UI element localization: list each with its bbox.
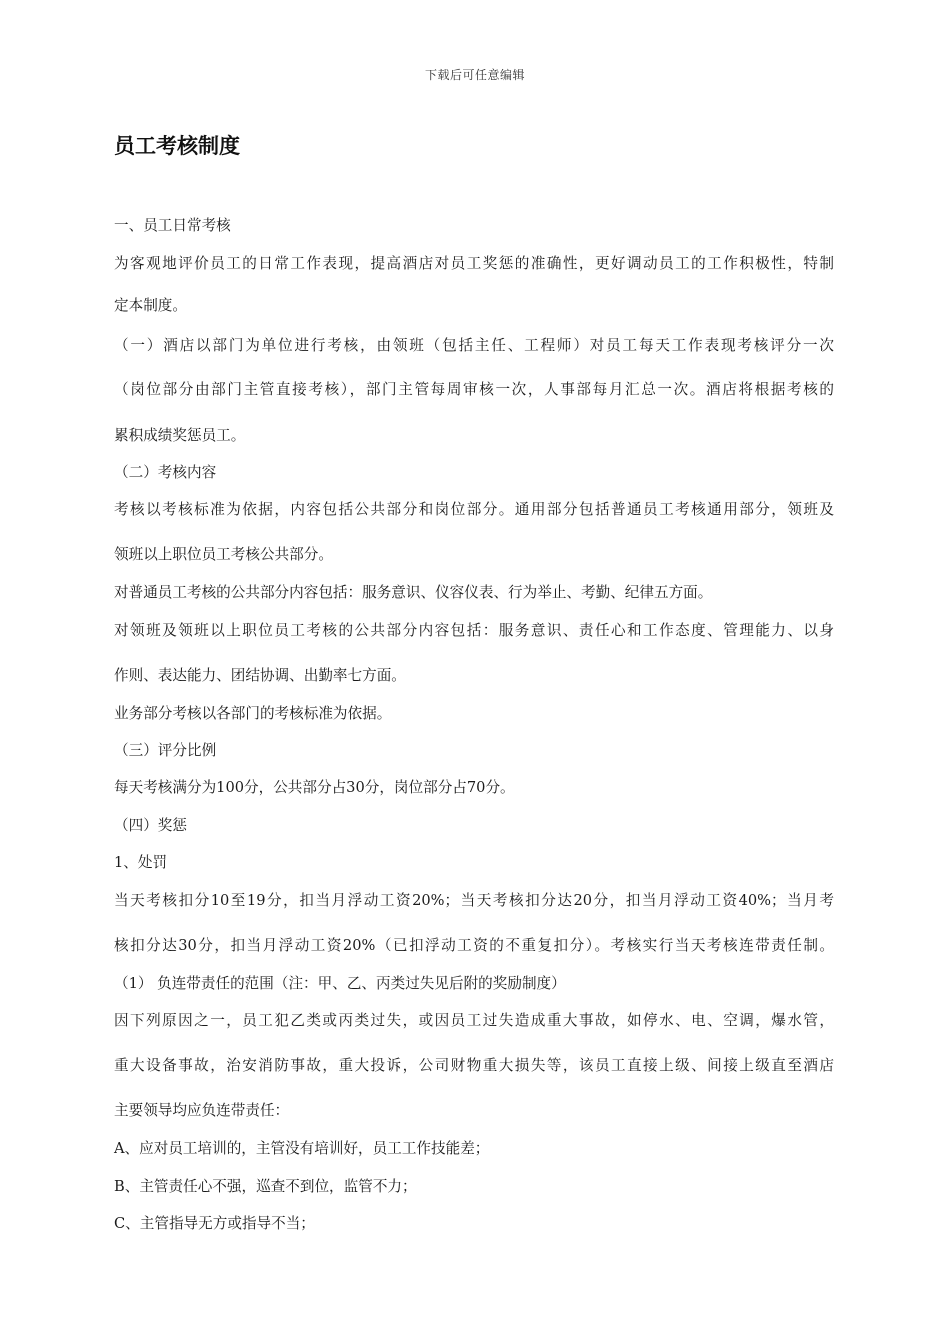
paragraph-line: （岗位部分由部门主管直接考核），部门主管每周审核一次，人事部每月汇总一次。酒店将根据考核的	[114, 381, 834, 398]
header-note: 下载后可任意编辑	[424, 68, 525, 82]
list-item: A、应对员工培训的，主管没有培训好，员工工作技能差；	[114, 1140, 490, 1157]
paragraph-line: （一）酒店以部门为单位进行考核，由领班（包括主任、工程师）对员工每天工作表现考核评分一次	[114, 337, 834, 354]
item-heading: （1） 负连带责任的范围（注：甲、乙、丙类过失见后附的奖励制度）	[114, 975, 566, 992]
paragraph-line: 当天考核扣分10至19分，扣当月浮动工资20%；当天考核扣分达20分，扣当月浮动工资40%；当月考	[114, 892, 834, 909]
section-heading: 一、员工日常考核	[114, 217, 231, 234]
paragraph-line: 领班以上职位员工考核公共部分。	[114, 546, 333, 563]
paragraph-line: 主要领导均应负连带责任：	[114, 1102, 290, 1119]
subsection-heading: （二）考核内容	[114, 464, 217, 481]
paragraph-line: 为客观地评价员工的日常工作表现，提高酒店对员工奖惩的准确性，更好调动员工的工作积极性，特制	[114, 255, 834, 272]
paragraph-line: 重大设备事故，治安消防事故，重大投诉，公司财物重大损失等，该员工直接上级、间接上级直至酒店	[114, 1057, 834, 1074]
paragraph-line: 定本制度。	[114, 297, 187, 314]
list-item: B、主管责任心不强，巡查不到位，监管不力；	[114, 1178, 417, 1195]
paragraph-line: 对普通员工考核的公共部分内容包括：服务意识、仪容仪表、行为举止、考勤、纪律五方面。	[114, 584, 713, 601]
list-item: C、主管指导无方或指导不当；	[114, 1215, 315, 1232]
paragraph-line: 因下列原因之一，员工犯乙类或丙类过失，或因员工过失造成重大事故，如停水、电、空调，爆水管，	[114, 1012, 834, 1029]
paragraph-line: 核扣分达30分，扣当月浮动工资20%（已扣浮动工资的不重复扣分）。考核实行当天考核连带责任制。	[114, 937, 834, 954]
paragraph-line: 对领班及领班以上职位员工考核的公共部分内容包括：服务意识、责任心和工作态度、管理能力、以身	[114, 622, 834, 639]
paragraph-line: 累积成绩奖惩员工。	[114, 427, 246, 444]
document-title: 员工考核制度	[114, 134, 240, 158]
item-heading: 1、处罚	[114, 854, 168, 871]
paragraph-line: 每天考核满分为100分，公共部分占30分，岗位部分占70分。	[114, 779, 515, 796]
paragraph-line: 考核以考核标准为依据，内容包括公共部分和岗位部分。通用部分包括普通员工考核通用部分，领班及	[114, 501, 834, 518]
paragraph-line: 作则、表达能力、团结协调、出勤率七方面。	[114, 667, 406, 684]
paragraph-line: 业务部分考核以各部门的考核标准为依据。	[114, 705, 392, 722]
subsection-heading: （三）评分比例	[114, 742, 217, 759]
subsection-heading: （四）奖惩	[114, 817, 187, 834]
